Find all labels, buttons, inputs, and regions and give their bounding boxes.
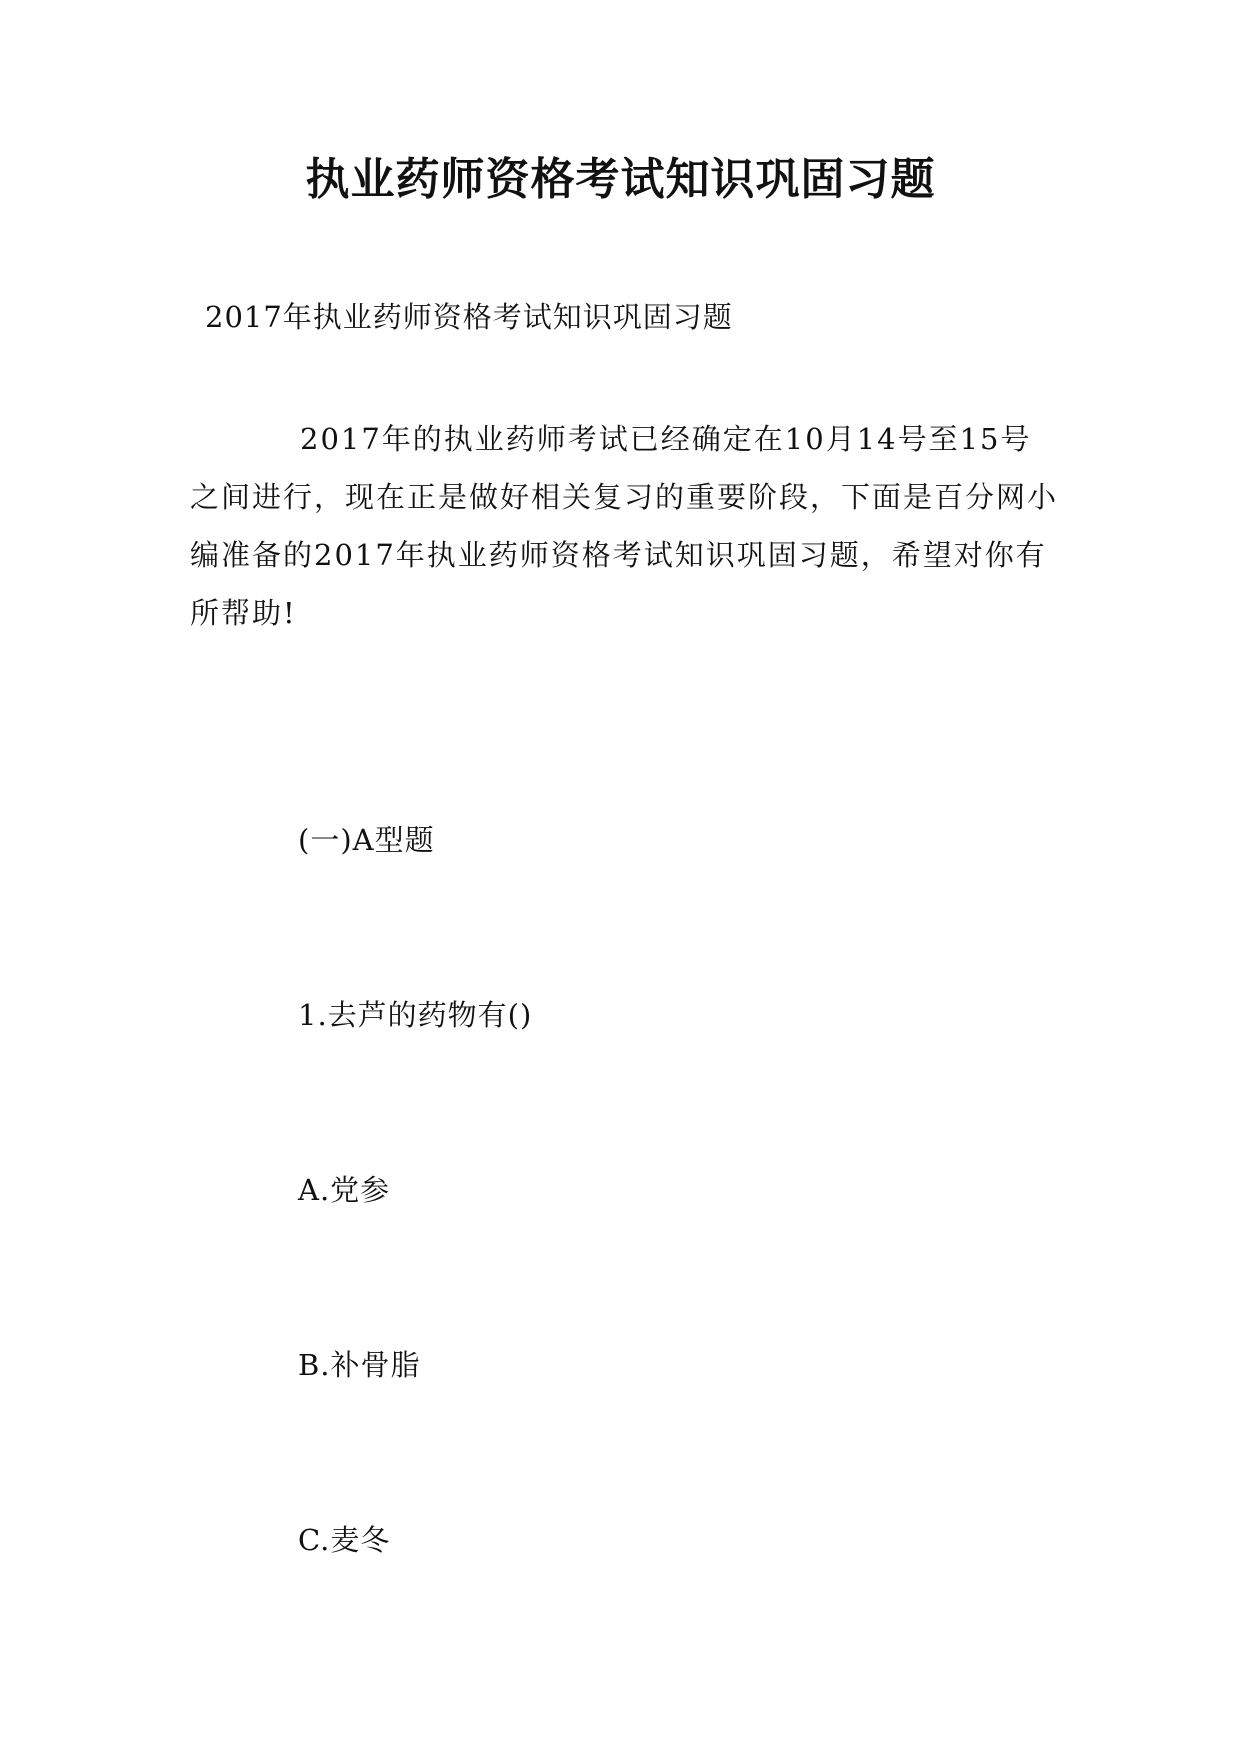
option-a: A.党参 [298,1173,391,1207]
intro-paragraph: 2017年的执业药师考试已经确定在10月14号至15号之间进行，现在正是做好相关复习的重要阶段，下面是百分网小编准备的2017年执业药师资格考试知识巩固习题，希望对你有所帮助! [190,422,1059,630]
question-text: 1.去芦的药物有() [298,998,533,1032]
option-b: B.补骨脂 [298,1348,421,1382]
document-subtitle: 2017年执业药师资格考试知识巩固习题 [205,300,733,334]
section-heading: (一)A型题 [298,823,435,857]
option-c: C.麦冬 [298,1523,391,1557]
page-title: 执业药师资格考试知识巩固习题 [305,154,936,205]
